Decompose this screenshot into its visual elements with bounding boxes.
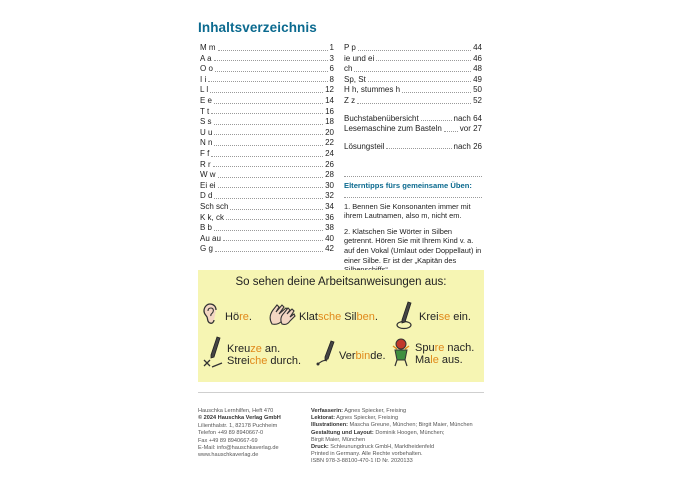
toc-page-number: 38 (325, 223, 334, 233)
toc-label: G g (200, 244, 213, 254)
publisher-line: Hauschka Lernhilfen, Heft 470 (198, 408, 274, 414)
toc-page-number: 1 (329, 43, 334, 52)
toc-entry (344, 96, 482, 107)
toc-page-number: 12 (325, 85, 334, 95)
instruction-spure-male: Spure nach. Male aus. (390, 336, 474, 371)
publisher-line: Telefon +49 89 8940667-0 (198, 430, 264, 437)
toc-entry (200, 181, 334, 192)
toc-label: Lesemaschine zum Basteln (344, 124, 442, 134)
page-title: Inhaltsverzeichnis (198, 20, 317, 35)
instructions-heading: So sehen deine Arbeitsanweisungen aus: (235, 276, 447, 288)
toc-entry (200, 75, 334, 86)
toc-page-number: 50 (473, 85, 482, 95)
toc-page-number: 40 (325, 233, 334, 243)
toc-entry (344, 75, 482, 86)
toc-label: M m (200, 43, 216, 52)
toc-page-number: 44 (473, 43, 482, 52)
toc-page-number: 8 (329, 74, 334, 84)
toc-entry (200, 149, 334, 160)
instruction-klatsche: Klatsche Silben. (268, 302, 378, 331)
parent-tips (344, 176, 482, 282)
toc-label: A a (200, 53, 212, 63)
toc-page-number: 30 (325, 180, 334, 190)
clapping-hands-icon (268, 302, 298, 331)
toc-label: N n (200, 138, 213, 148)
toc-page-number: 18 (325, 117, 334, 127)
toc-label: Buchstabenübersicht (344, 113, 419, 123)
toc-entry (200, 223, 334, 234)
ear-icon (202, 302, 222, 331)
instruction-kreuze-streiche: Kreuze an. Streiche durch. (202, 336, 301, 373)
toc-entry (344, 124, 482, 135)
toc-label: ie und ei (344, 53, 375, 63)
toc-page-number: 34 (325, 201, 334, 211)
toc-label: D d (200, 191, 213, 201)
toc-page-number: 6 (329, 64, 334, 74)
credits (311, 408, 486, 466)
credit-line: Printed in Germany. Alle Rechte vorbehalten. (311, 451, 423, 458)
toc-page-number: nach 64 (453, 113, 482, 123)
toc-label: K k, ck (200, 212, 225, 222)
toc-label: P p (344, 43, 356, 52)
toc-entry (200, 160, 334, 171)
toc-label: Au au (200, 233, 221, 243)
toc-page-number: 26 (325, 159, 334, 169)
publisher-line: © 2024 Hauschka Verlag GmbH (198, 415, 281, 422)
credit-line: Druck: Schleunungdruck GmbH, Marktheidenfeld (311, 444, 435, 451)
publisher-line: E-Mail: info@hauschkaverlag.de (198, 445, 279, 452)
toc-right-column (344, 43, 482, 152)
toc-entry (344, 114, 482, 125)
tip-1: 1. Bennen Sie Konsonanten immer mit ihrem Lautnamen, also m, nicht em. (344, 201, 471, 221)
toc-label: ch (344, 64, 353, 74)
toc-label: E e (200, 95, 213, 105)
tips-title: Elterntipps fürs gemeinsame Üben: (344, 181, 472, 190)
toc-entry (200, 213, 334, 224)
toc-entry (200, 234, 334, 245)
toc-entry (344, 64, 482, 75)
toc-label: S s (200, 117, 212, 127)
toc-entry (344, 54, 482, 65)
toc-page-number: 46 (473, 53, 482, 63)
coloring-figure-icon (390, 336, 412, 371)
toc-left-column (200, 43, 334, 255)
toc-entry (200, 191, 334, 202)
toc-entry (344, 43, 482, 54)
publisher-line: www.hauschkaverlag.de (198, 452, 259, 459)
document-page (198, 20, 484, 475)
toc-page-number: 32 (325, 191, 334, 201)
toc-entry (344, 85, 482, 96)
toc-entry (200, 85, 334, 96)
toc-page-number: 49 (473, 74, 482, 84)
toc-label: I i (200, 74, 207, 84)
publisher-line: Lilienthalstr. 1, 82178 Puchheim (198, 422, 278, 429)
toc-label: B b (200, 223, 213, 233)
credit-line: ISBN 978-3-88100-470-1 ID Nr. 2020133 (311, 458, 413, 465)
toc-label: W w (200, 170, 216, 180)
toc-entry (200, 117, 334, 128)
toc-entry (200, 138, 334, 149)
toc-label: R r (200, 159, 211, 169)
publisher-line: Fax +49 89 8940667-69 (198, 437, 258, 444)
toc-page-number: vor 27 (459, 124, 482, 134)
toc-page-number: 14 (325, 95, 334, 105)
toc-page-number: 36 (325, 212, 334, 222)
toc-entry (200, 54, 334, 65)
toc-label: Sp, St (344, 74, 366, 84)
toc-label: O o (200, 64, 213, 74)
instructions-box (198, 270, 484, 382)
credit-line: Verfasserin: Agnes Spiecker, Freising (311, 408, 407, 414)
toc-entry (200, 107, 334, 118)
instruction-kreise: Kreise ein. (396, 300, 471, 333)
pencil-connect-icon (315, 340, 337, 371)
credit-line: Lektorat: Agnes Spiecker, Freising (311, 415, 399, 422)
toc-page-number: 42 (325, 244, 334, 254)
toc-page-number: 22 (325, 138, 334, 148)
toc-label: Ei ei (200, 180, 216, 190)
toc-label: H h, stummes h (344, 85, 401, 95)
toc-page-number: 3 (329, 53, 334, 63)
tip-2: 2. Klatschen Sie Wörter in Silben getrennt. Hören Sie mit Ihrem Kind v. a. auf den Vokal (Umlaut oder Doppellaut) in einer Silbe. Er ist der „Kapitän des (344, 226, 482, 265)
toc-label: U u (200, 127, 213, 137)
instruction-verbinde: Verbinde. (315, 340, 386, 371)
toc-label: Sch sch (200, 201, 229, 211)
toc-entry (200, 43, 334, 54)
toc-page-number: 28 (325, 170, 334, 180)
toc-entry (200, 96, 334, 107)
toc-entry-solution: Lösungsteil nach 26 (344, 141, 482, 151)
toc-page-number: 24 (325, 148, 334, 158)
toc-label: Z z (344, 95, 356, 105)
toc-label: T t (200, 106, 210, 116)
credit-line: Illustrationen: Mascha Greune, München; Birgit Maier, München (311, 422, 473, 429)
toc-entry (200, 128, 334, 139)
toc-page-number: 48 (473, 64, 482, 74)
publisher-info (198, 408, 306, 460)
footer-divider (198, 392, 484, 393)
credit-line: Gestaltung und Layout: Dominik Hoogen, München; (311, 429, 445, 436)
toc-page-number: 16 (325, 106, 334, 116)
toc-entry (200, 244, 334, 255)
credit-line: Birgit Maier, München (311, 436, 366, 443)
toc-entry (200, 170, 334, 181)
toc-entry (200, 64, 334, 75)
toc-label: L l (200, 85, 209, 95)
toc-page-number: 52 (473, 95, 482, 105)
toc-page-number: 20 (325, 127, 334, 137)
pencil-cross-icon (202, 336, 224, 373)
pencil-circle-icon (396, 300, 416, 333)
toc-label: F f (200, 148, 210, 158)
toc-entry (200, 202, 334, 213)
instruction-hoere: Höre. (202, 302, 252, 331)
